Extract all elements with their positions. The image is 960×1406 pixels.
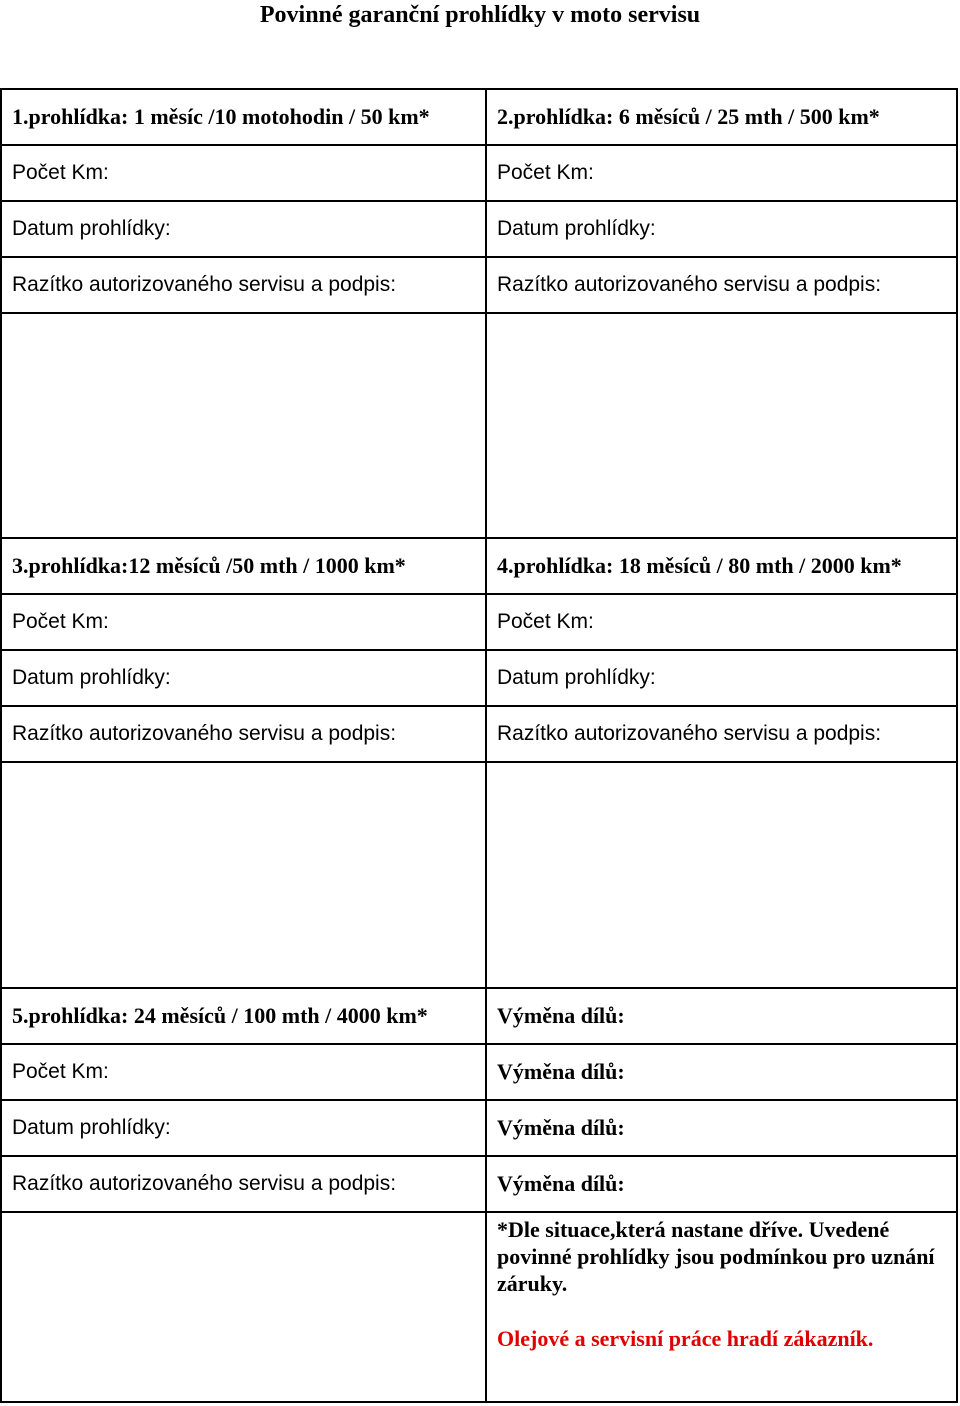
- parts-replacement-field[interactable]: Výměna dílů:: [497, 1003, 625, 1028]
- customer-cost-warning: Olejové a servisní práce hradí zákazník.: [497, 1326, 874, 1351]
- row-divider: [0, 761, 958, 763]
- inspection-1-km-field[interactable]: Počet Km:: [12, 161, 109, 184]
- warranty-note: *Dle situace,která nastane dříve. Uvedené povinné prohlídky jsou podmínkou pro uznání záruky.: [497, 1217, 935, 1296]
- inspection-3-km-field[interactable]: Počet Km:: [12, 610, 109, 633]
- inspection-5-heading: 5.prohlídka: 24 měsíců / 100 mth / 4000 km*: [12, 1003, 428, 1028]
- inspection-1-stamp-field[interactable]: Razítko autorizovaného servisu a podpis:: [12, 273, 397, 296]
- inspection-4-date-field[interactable]: Datum prohlídky:: [497, 666, 656, 689]
- inspection-5-stamp-field[interactable]: Razítko autorizovaného servisu a podpis:: [12, 1172, 397, 1195]
- page-title: Povinné garanční prohlídky v moto servisu: [259, 2, 701, 28]
- inspection-5-date-field[interactable]: Datum prohlídky:: [12, 1116, 171, 1139]
- row-divider: [0, 144, 958, 146]
- row-divider: [0, 1043, 958, 1045]
- column-divider: [485, 88, 487, 1403]
- row-divider: [0, 312, 958, 314]
- inspection-1-heading: 1.prohlídka: 1 měsíc /10 motohodin / 50 km*: [12, 104, 430, 129]
- inspection-2-date-field[interactable]: Datum prohlídky:: [497, 217, 656, 240]
- inspection-2-stamp-field[interactable]: Razítko autorizovaného servisu a podpis:: [497, 273, 882, 296]
- parts-replacement-field[interactable]: Výměna dílů:: [497, 1171, 625, 1196]
- inspection-2-heading: 2.prohlídka: 6 měsíců / 25 mth / 500 km*: [497, 104, 880, 129]
- parts-replacement-field[interactable]: Výměna dílů:: [497, 1115, 625, 1140]
- inspection-3-date-field[interactable]: Datum prohlídky:: [12, 666, 171, 689]
- inspection-3-stamp-field[interactable]: Razítko autorizovaného servisu a podpis:: [12, 722, 397, 745]
- inspection-5-km-field[interactable]: Počet Km:: [12, 1060, 109, 1083]
- inspection-1-date-field[interactable]: Datum prohlídky:: [12, 217, 171, 240]
- inspection-4-km-field[interactable]: Počet Km:: [497, 610, 594, 633]
- inspection-2-km-field[interactable]: Počet Km:: [497, 161, 594, 184]
- row-divider: [0, 1211, 958, 1213]
- inspection-4-heading: 4.prohlídka: 18 měsíců / 80 mth / 2000 km*: [497, 553, 902, 578]
- inspection-3-heading: 3.prohlídka:12 měsíců /50 mth / 1000 km*: [12, 553, 406, 578]
- parts-replacement-field[interactable]: Výměna dílů:: [497, 1059, 625, 1084]
- row-divider: [0, 593, 958, 595]
- inspection-4-stamp-field[interactable]: Razítko autorizovaného servisu a podpis:: [497, 722, 882, 745]
